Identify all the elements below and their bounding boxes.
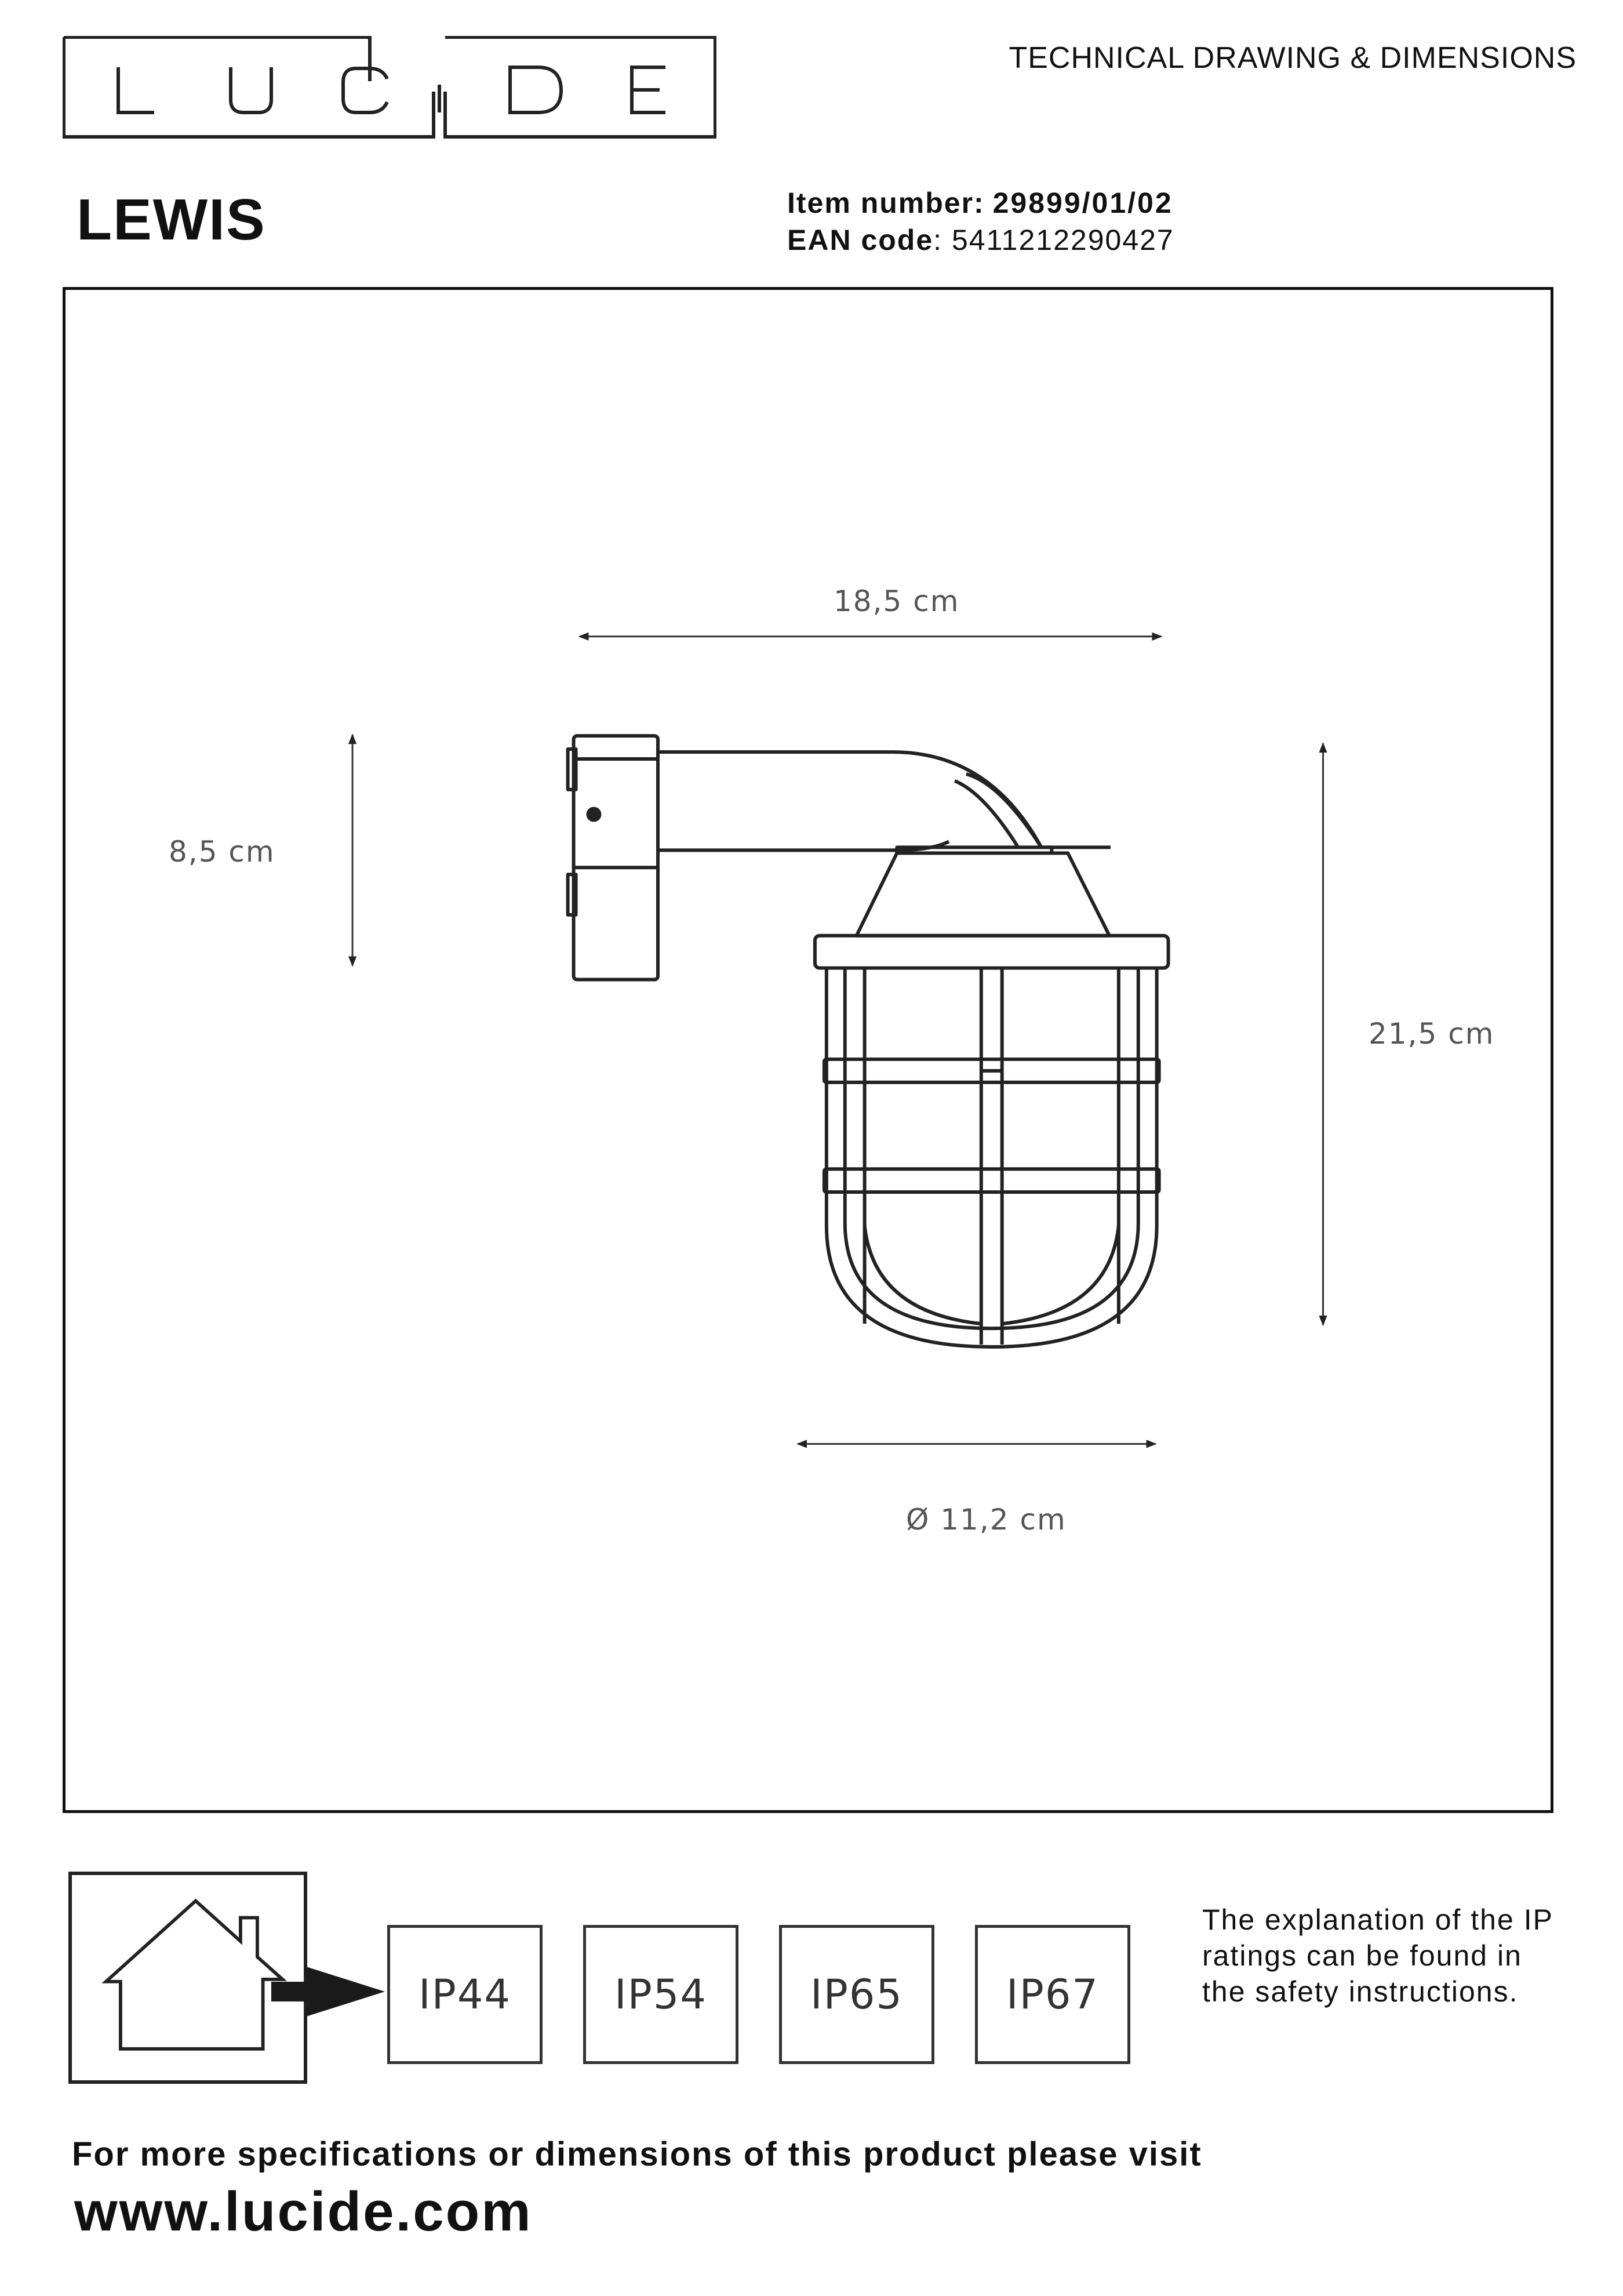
ip-rating-badge: IP54 [583,1925,738,2064]
ip-explanation-note: The explanation of the IP ratings can be found in the safety instructions. [1202,1903,1553,2008]
product-name: LEWIS [77,187,266,252]
ean-row [787,221,1174,259]
house-icon [72,1875,304,2080]
footer-text: For more specifications or dimensions of this product please visit [72,2135,1202,2173]
mount-height-label: 8,5 cm [169,835,275,869]
lucide-logo-graphic [63,36,716,139]
cage-top-ring [815,936,1169,968]
footer-url-link[interactable]: www.lucide.com [74,2181,533,2243]
technical-drawing-frame [63,287,1553,1813]
ip-rating-badge: IP65 [779,1925,934,2064]
ean-label: EAN code [787,224,934,256]
document-title: TECHNICAL DRAWING & DIMENSIONS [1009,41,1577,75]
ip-rating-badge: IP44 [387,1925,543,2064]
item-number-label: Item number: [787,187,985,219]
item-number-value: 29899/01/02 [992,187,1173,219]
ean-value: : 5411212290427 [933,224,1174,256]
item-number-row [787,184,1174,221]
diameter-label: Ø 11,2 cm [906,1503,1067,1536]
height-label: 21,5 cm [1369,1017,1495,1051]
arrow-icon-graphic [271,1960,385,2023]
cage-outline [827,968,1157,1347]
wall-box-screw [588,809,599,820]
lucide-logo [63,36,716,139]
arrow-icon [271,1960,385,2023]
lamp-drawing [65,290,1551,1810]
width-label: 18,5 cm [834,584,960,618]
product-meta [787,184,1174,259]
wall-box-outline [574,736,658,979]
ip-rating-badge: IP67 [975,1925,1130,2064]
